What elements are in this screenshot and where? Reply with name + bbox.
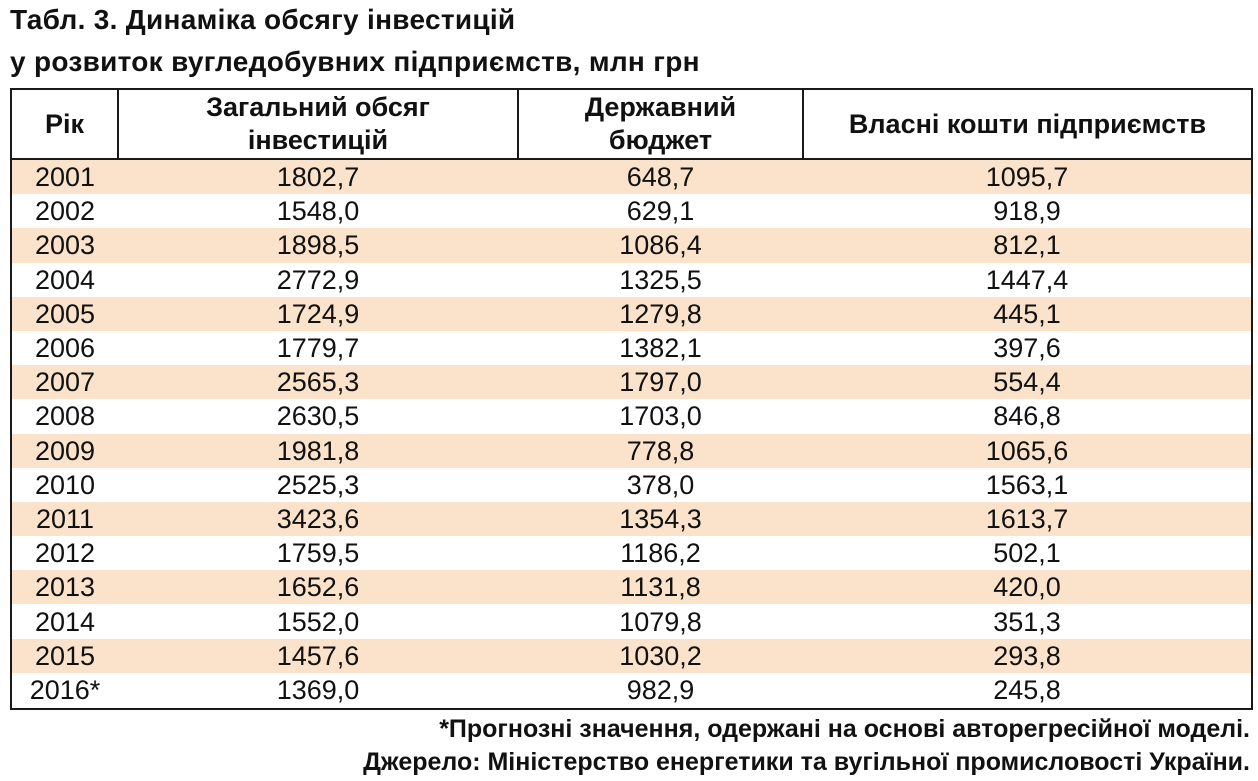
header-row [12,90,1251,159]
cell-state-budget: 1279,8 [518,297,803,331]
cell-state-budget: 1703,0 [518,399,803,433]
cell-state-budget: 1186,2 [518,536,803,570]
cell-state-budget: 629,1 [518,194,803,228]
table-row [12,194,1251,228]
cell-year: 2002 [12,194,118,228]
header-state-label-1: Державний [584,92,737,122]
table-row [12,434,1251,468]
header-total [118,90,518,159]
cell-total: 2565,3 [118,365,518,399]
table-row [12,570,1251,604]
cell-state-budget: 648,7 [518,159,803,194]
cell-own-funds: 1613,7 [803,502,1251,536]
table-row [12,468,1251,502]
cell-year: 2014 [12,604,118,638]
cell-state-budget: 1354,3 [518,502,803,536]
table-row [12,331,1251,365]
cell-year: 2004 [12,263,118,297]
cell-own-funds: 445,1 [803,297,1251,331]
header-total-label-2: інвестицій [247,125,389,155]
cell-year: 2001 [12,159,118,194]
table-row [12,399,1251,433]
header-own-funds [803,90,1251,159]
table-body [12,159,1251,707]
header-year [12,90,118,159]
table-row [12,673,1251,707]
cell-state-budget: 1086,4 [518,228,803,262]
table-row [12,159,1251,194]
cell-state-budget: 1079,8 [518,604,803,638]
cell-state-budget: 1030,2 [518,639,803,673]
cell-own-funds: 1447,4 [803,263,1251,297]
table-row [12,297,1251,331]
cell-year: 2003 [12,228,118,262]
table-row [12,639,1251,673]
header-year-label: Рік [44,108,85,139]
cell-total: 1898,5 [118,228,518,262]
header-total-label-1: Загальний обсяг [206,92,430,122]
cell-total: 1369,0 [118,673,518,707]
cell-year: 2009 [12,434,118,468]
table-row [12,502,1251,536]
cell-own-funds: 1563,1 [803,468,1251,502]
cell-own-funds: 502,1 [803,536,1251,570]
cell-total: 1981,8 [118,434,518,468]
cell-total: 1724,9 [118,297,518,331]
table-title-line-1: Табл. 3. Динаміка обсягу інвестицій [10,4,516,35]
table-row [12,536,1251,570]
cell-total: 1759,5 [118,536,518,570]
table-row [12,263,1251,297]
cell-total: 2772,9 [118,263,518,297]
cell-year: 2008 [12,399,118,433]
cell-own-funds: 554,4 [803,365,1251,399]
cell-total: 3423,6 [118,502,518,536]
table-row [12,365,1251,399]
cell-own-funds: 397,6 [803,331,1251,365]
cell-total: 1802,7 [118,159,518,194]
investment-table-frame [10,88,1253,710]
cell-year: 2006 [12,331,118,365]
cell-state-budget: 1382,1 [518,331,803,365]
cell-total: 1548,0 [118,194,518,228]
source-note: Джерело: Міністерство енергетики та вугільної промисловості України. [363,748,1250,776]
cell-year: 2010 [12,468,118,502]
cell-year: 2015 [12,639,118,673]
cell-year: 2013 [12,570,118,604]
cell-own-funds: 245,8 [803,673,1251,707]
header-state-budget [518,90,803,159]
cell-own-funds: 812,1 [803,228,1251,262]
cell-total: 2525,3 [118,468,518,502]
cell-state-budget: 982,9 [518,673,803,707]
cell-own-funds: 1065,6 [803,434,1251,468]
cell-year: 2005 [12,297,118,331]
cell-own-funds: 1095,7 [803,159,1251,194]
cell-own-funds: 351,3 [803,604,1251,638]
cell-state-budget: 1325,5 [518,263,803,297]
cell-year: 2012 [12,536,118,570]
table-header [12,90,1251,159]
cell-state-budget: 378,0 [518,468,803,502]
forecast-footnote: *Прогнозні значення, одержані на основі авторегресійної моделі. [439,715,1250,743]
table-title-line-2: у розвиток вугледобувних підприємств, млн грн [10,46,700,77]
cell-own-funds: 420,0 [803,570,1251,604]
table-row [12,228,1251,262]
cell-own-funds: 846,8 [803,399,1251,433]
cell-year: 2007 [12,365,118,399]
cell-state-budget: 778,8 [518,434,803,468]
cell-year: 2011 [12,502,118,536]
header-own-label: Власні кошти підприємств [848,108,1207,139]
cell-total: 1652,6 [118,570,518,604]
cell-state-budget: 1797,0 [518,365,803,399]
cell-own-funds: 918,9 [803,194,1251,228]
cell-total: 1552,0 [118,604,518,638]
table-row [12,604,1251,638]
investment-table [12,90,1251,707]
cell-total: 1779,7 [118,331,518,365]
cell-total: 1457,6 [118,639,518,673]
header-state-label-2: бюджет [608,125,713,155]
cell-state-budget: 1131,8 [518,570,803,604]
cell-year: 2016* [12,673,118,707]
cell-own-funds: 293,8 [803,639,1251,673]
cell-total: 2630,5 [118,399,518,433]
